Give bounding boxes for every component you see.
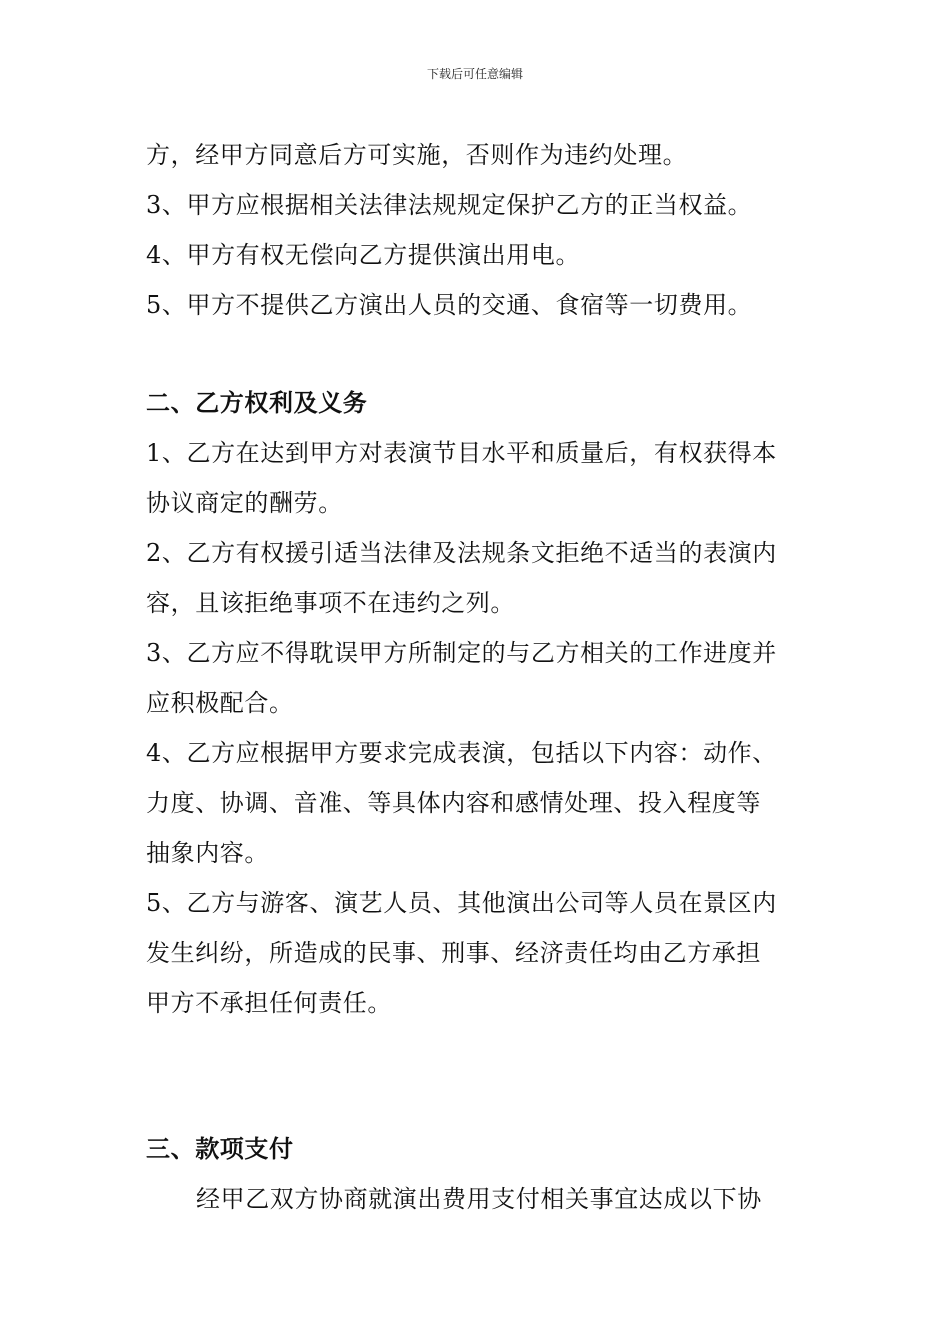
paragraph-line: 4、乙方应根据甲方要求完成表演，包括以下内容：动作、 xyxy=(146,739,777,767)
paragraph-line: 3、乙方应不得耽误甲方所制定的与乙方相关的工作进度并 xyxy=(146,639,777,667)
paragraph-line: 2、乙方有权援引适当法律及法规条文拒绝不适当的表演内 xyxy=(146,539,777,567)
paragraph-line: 容，且该拒绝事项不在违约之列。 xyxy=(146,589,515,617)
page-header: 下载后可任意编辑 xyxy=(426,67,523,81)
paragraph-line: 协议商定的酬劳。 xyxy=(146,489,343,517)
paragraph-line: 5、甲方不提供乙方演出人员的交通、食宿等一切费用。 xyxy=(146,291,753,319)
paragraph-line: 应积极配合。 xyxy=(146,689,294,717)
paragraph-line: 力度、协调、音准、等具体内容和感情处理、投入程度等 xyxy=(146,789,761,817)
document-body xyxy=(146,130,812,1224)
paragraph-line: 甲方不承担任何责任。 xyxy=(146,989,392,1017)
paragraph-line: 方，经甲方同意后方可实施，否则作为违约处理。 xyxy=(146,141,688,169)
paragraph-line: 1、乙方在达到甲方对表演节目水平和质量后，有权获得本 xyxy=(146,439,777,467)
section-heading: 二、乙方权利及义务 xyxy=(146,388,368,417)
section-heading: 三、款项支付 xyxy=(146,1134,294,1163)
paragraph-line: 4、甲方有权无偿向乙方提供演出用电。 xyxy=(146,241,581,269)
paragraph-line: 5、乙方与游客、演艺人员、其他演出公司等人员在景区内 xyxy=(146,889,777,917)
paragraph-line: 发生纠纷，所造成的民事、刑事、经济责任均由乙方承担 xyxy=(146,939,761,967)
paragraph-line: 3、甲方应根据相关法律法规规定保护乙方的正当权益。 xyxy=(146,191,753,219)
paragraph-line: 抽象内容。 xyxy=(146,839,269,867)
paragraph-line: 经甲乙双方协商就演出费用支付相关事宜达成以下协 xyxy=(196,1185,762,1213)
